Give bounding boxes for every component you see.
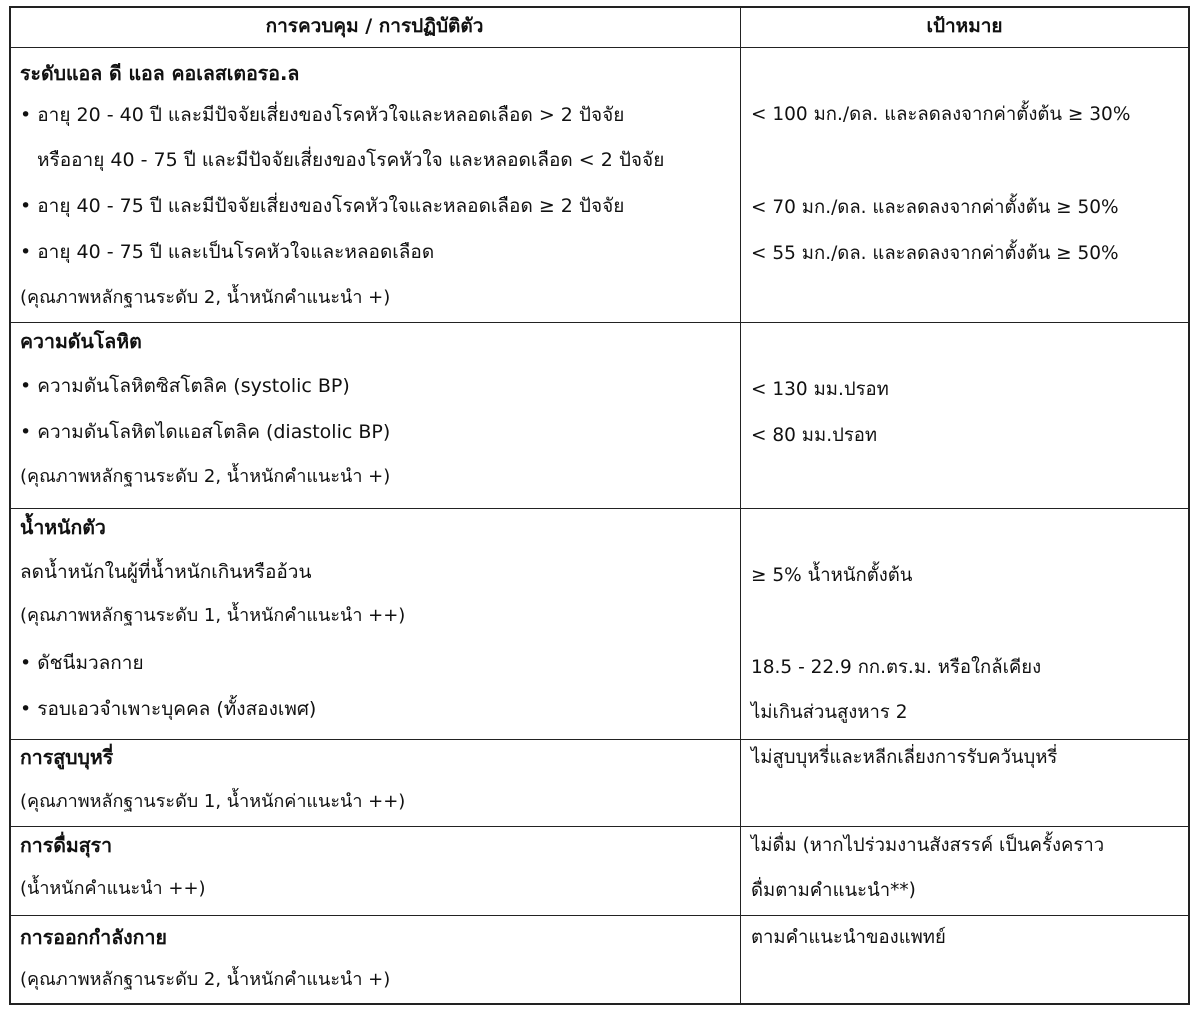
weight-target-waist: ไม่เกินส่วนสูงหาร 2	[751, 702, 908, 723]
ldl-evidence-note: (คุณภาพหลักฐานระดับ 2, น้ำหนักคำแนะนำ +)	[20, 287, 391, 308]
header-divider	[11, 47, 1188, 48]
header-col-control: การควบคุม / การปฏิบัติตัว	[265, 15, 484, 37]
row-title-weight: น้ำหนักตัว	[20, 516, 106, 539]
row-divider	[11, 915, 1188, 916]
row-divider	[11, 322, 1188, 323]
weight-line-bmi: • ดัชนีมวลกาย	[20, 652, 144, 674]
bp-target-2: < 80 มม.ปรอท	[751, 425, 878, 446]
row-title-alcohol: การดื่มสุรา	[20, 834, 113, 857]
row-divider	[11, 739, 1188, 740]
weight-target-bmi: 18.5 - 22.9 กก.ตร.ม. หรือใกล้เคียง	[751, 657, 1042, 678]
ldl-line-1: • อายุ 20 - 40 ปี และมีปัจจัยเสี่ยงของโรคหัวใจและหลอดเลือด > 2 ปัจจัย	[20, 104, 625, 126]
alcohol-evidence-note: (น้ำหนักคำแนะนำ ++)	[20, 878, 206, 899]
bp-line-2: • ความดันโลหิตไดแอสโตลิค (diastolic BP)	[20, 421, 391, 443]
row-title-exercise: การออกกำลังกาย	[20, 926, 167, 949]
row-title-blood-pressure: ความดันโลหิต	[20, 330, 142, 353]
row-title-ldl: ระดับแอล ดี แอล คอเลสเตอรอ.ล	[20, 62, 300, 85]
ldl-line-2: หรืออายุ 40 - 75 ปี และมีปัจจัยเสี่ยงของโรคหัวใจ และหลอดเลือด < 2 ปัจจัย	[37, 149, 665, 171]
exercise-target: ตามคำแนะนำของแพทย์	[751, 927, 946, 948]
header-col-target: เป้าหมาย	[926, 15, 1003, 37]
ldl-target-1: < 100 มก./ดล. และลดลงจากค่าตั้งต้น ≥ 30%	[751, 104, 1131, 125]
bp-evidence-note: (คุณภาพหลักฐานระดับ 2, น้ำหนักคำแนะนำ +)	[20, 466, 391, 487]
column-divider	[740, 8, 741, 1003]
row-divider	[11, 508, 1188, 509]
weight-target-1: ≥ 5% น้ำหนักตั้งต้น	[751, 565, 913, 586]
alcohol-target-line-2: ดื่มตามคำแนะนำ**)	[751, 880, 916, 901]
smoking-evidence-note: (คุณภาพหลักฐานระดับ 1, น้ำหนักค่าแนะนำ ++)	[20, 791, 406, 812]
row-title-smoking: การสูบบุหรี่	[20, 746, 114, 769]
weight-line-1: ลดน้ำหนักในผู้ที่น้ำหนักเกินหรืออ้วน	[20, 561, 312, 583]
bp-target-1: < 130 มม.ปรอท	[751, 379, 889, 400]
weight-evidence-note: (คุณภาพหลักฐานระดับ 1, น้ำหนักคำแนะนำ ++)	[20, 605, 406, 626]
weight-line-waist: • รอบเอวจำเพาะบุคคล (ทั้งสองเพศ)	[20, 698, 317, 720]
ldl-line-3: • อายุ 40 - 75 ปี และมีปัจจัยเสี่ยงของโรคหัวใจและหลอดเลือด ≥ 2 ปัจจัย	[20, 195, 625, 217]
ldl-line-4: • อายุ 40 - 75 ปี และเป็นโรคหัวใจและหลอดเลือด	[20, 241, 435, 263]
bp-line-1: • ความดันโลหิตซิสโตลิค (systolic BP)	[20, 375, 350, 397]
row-divider	[11, 826, 1188, 827]
exercise-evidence-note: (คุณภาพหลักฐานระดับ 2, น้ำหนักคำแนะนำ +)	[20, 969, 391, 990]
ldl-target-2: < 70 มก./ดล. และลดลงจากค่าตั้งต้น ≥ 50%	[751, 197, 1119, 218]
ldl-target-3: < 55 มก./ดล. และลดลงจากค่าตั้งต้น ≥ 50%	[751, 243, 1119, 264]
alcohol-target-line-1: ไม่ดื่ม (หากไปร่วมงานสังสรรค์ เป็นครั้งคราว	[751, 835, 1105, 856]
smoking-target: ไม่สูบบุหรี่และหลีกเลี่ยงการรับควันบุหรี่	[751, 747, 1058, 768]
